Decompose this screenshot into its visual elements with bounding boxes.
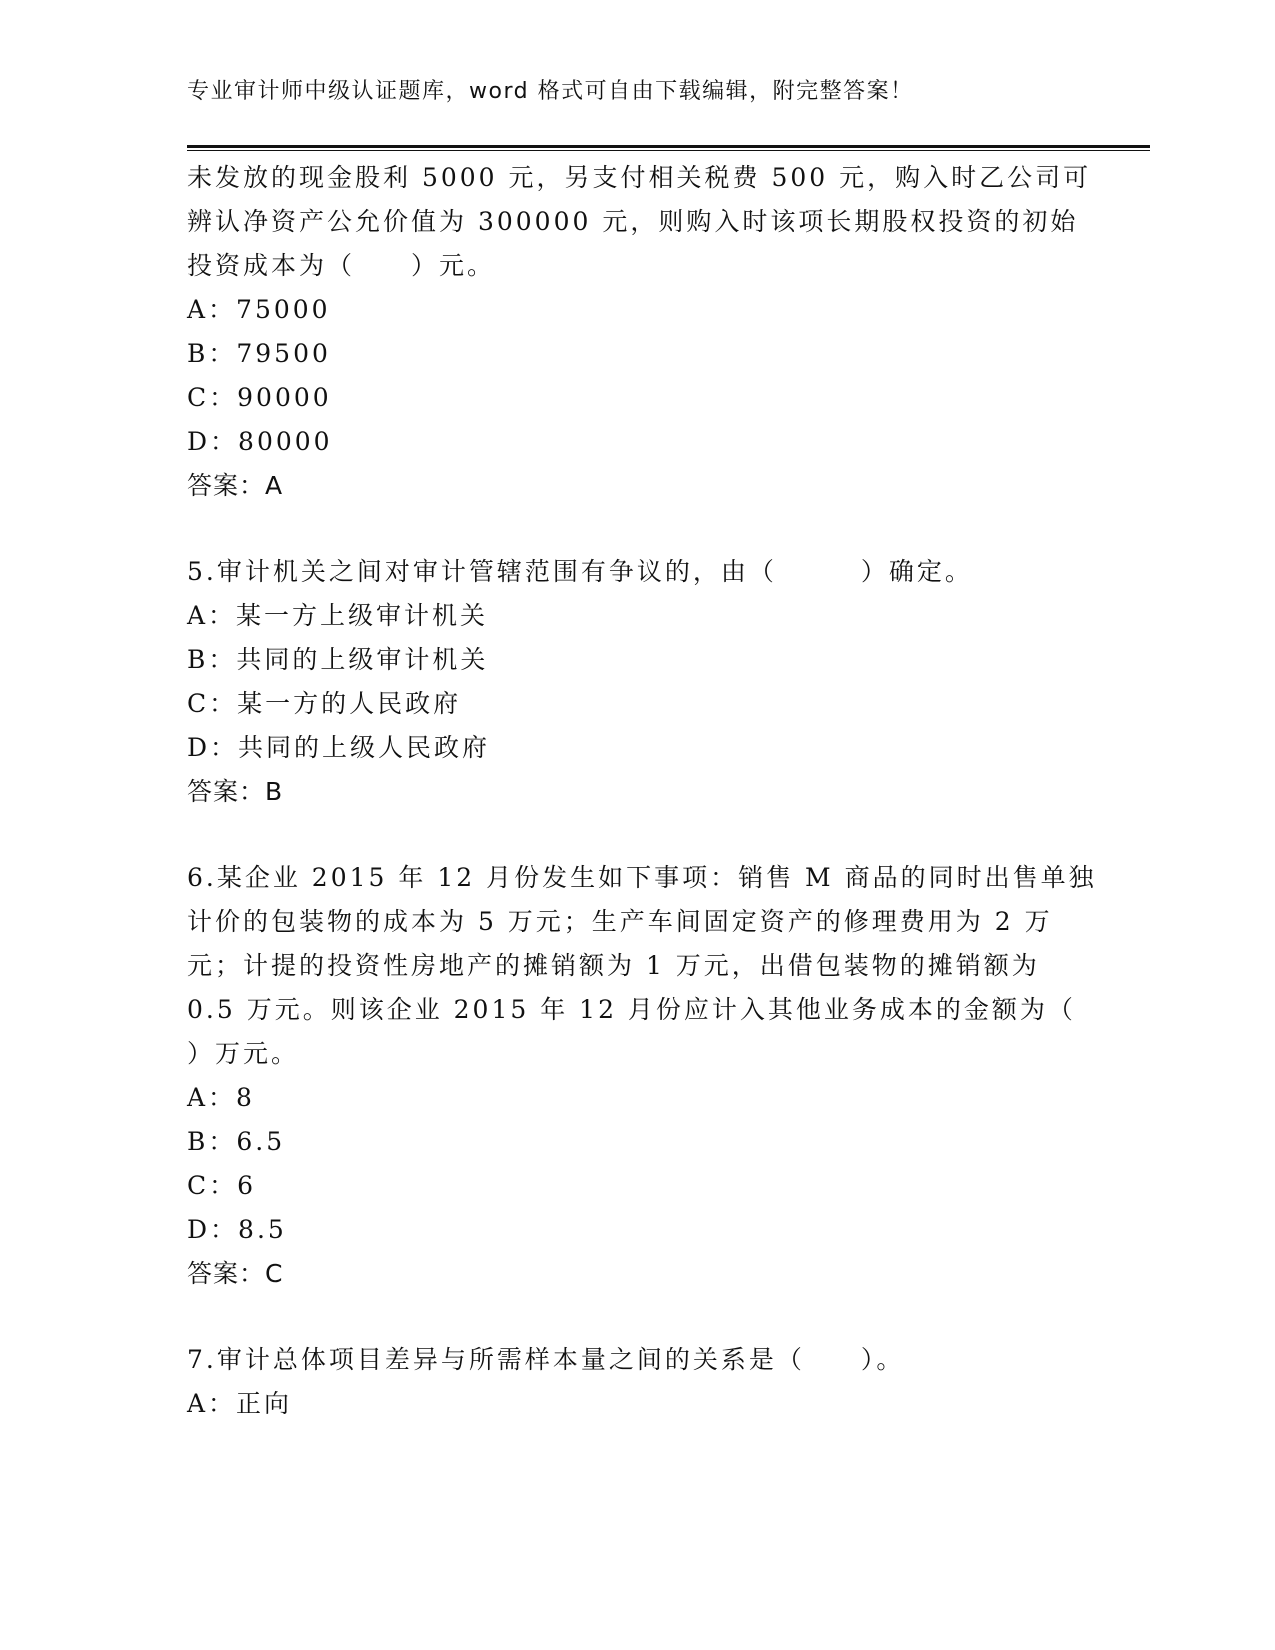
question-6-text-line: 6.某企业 2015 年 12 月份发生如下事项：销售 M 商品的同时出售单独 [187, 863, 1097, 892]
question-5-option-b: B：共同的上级审计机关 [187, 645, 489, 674]
question-4-option-c: C：90000 [187, 383, 332, 412]
question-6-text-line: ）万元。 [187, 1039, 300, 1068]
header-rule-thin [187, 150, 1150, 151]
question-5-option-d: D：共同的上级人民政府 [187, 733, 491, 762]
question-6-option-d: D：8.5 [187, 1215, 287, 1244]
question-4-option-b: B：79500 [187, 339, 331, 368]
question-6-answer: 答案：C [187, 1259, 284, 1288]
question-6-text-line: 0.5 万元。则该企业 2015 年 12 月份应计入其他业务成本的金额为（ [187, 995, 1076, 1024]
question-4-answer: 答案：A [187, 471, 284, 500]
question-4-option-d: D：80000 [187, 427, 333, 456]
question-7-option-a: A：正向 [187, 1389, 293, 1418]
question-4-text-line: 未发放的现金股利 5000 元，另支付相关税费 500 元，购入时乙公司可 [187, 163, 1092, 192]
question-5-option-c: C：某一方的人民政府 [187, 689, 462, 718]
page-header: 专业审计师中级认证题库，word 格式可自由下载编辑，附完整答案！ [187, 79, 914, 104]
question-5-text-line: 5.审计机关之间对审计管辖范围有争议的，由（ ）确定。 [187, 557, 973, 586]
question-4-text-line: 辨认净资产公允价值为 300000 元，则购入时该项长期股权投资的初始 [187, 207, 1079, 236]
question-4-option-a: A：75000 [187, 295, 331, 324]
question-7-text-line: 7.审计总体项目差异与所需样本量之间的关系是（ ）。 [187, 1345, 905, 1374]
question-4-text-line: 投资成本为（ ）元。 [187, 251, 496, 280]
question-5-answer: 答案：B [187, 777, 284, 806]
question-6-option-a: A：8 [187, 1083, 255, 1112]
question-6-text-line: 元；计提的投资性房地产的摊销额为 1 万元，出借包装物的摊销额为 [187, 951, 1040, 980]
header-rule-thick [187, 145, 1150, 148]
question-6-option-c: C：6 [187, 1171, 257, 1200]
question-6-option-b: B：6.5 [187, 1127, 286, 1156]
question-6-text-line: 计价的包装物的成本为 5 万元；生产车间固定资产的修理费用为 2 万 [187, 907, 1053, 936]
question-5-option-a: A：某一方上级审计机关 [187, 601, 489, 630]
